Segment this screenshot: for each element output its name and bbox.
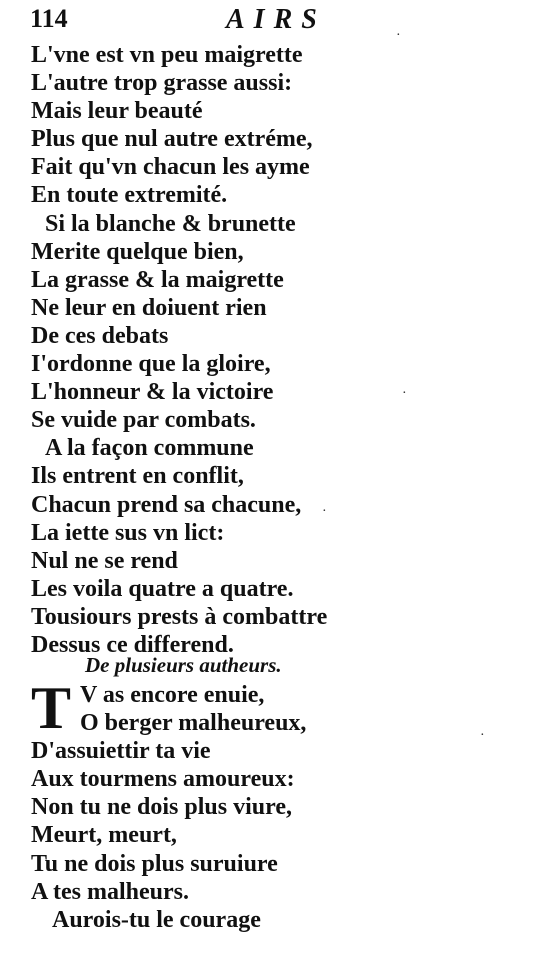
poem-line: De ces debats <box>31 322 169 349</box>
first-poem <box>0 41 560 659</box>
second-poem <box>0 675 560 934</box>
poem-line: La grasse & la maigrette <box>31 266 284 293</box>
poem-line: Les voila quatre a quatre. <box>31 575 294 602</box>
poem-line: Ne leur en doiuent rien <box>31 294 267 321</box>
stray-ink-mark: · <box>322 504 327 519</box>
stray-ink-mark: · <box>402 386 407 401</box>
poem-line: O berger malheureux, <box>80 710 307 737</box>
poem-line: Aux tourmens amoureux: <box>31 766 295 793</box>
poem-line: Tu ne dois plus suruiure <box>31 850 278 877</box>
poem-line: Dessus ce differend. <box>31 631 234 658</box>
poem-line: Chacun prend sa chacune, <box>31 491 302 518</box>
poem-line: Se vuide par combats. <box>31 407 256 434</box>
poem-line: A tes malheurs. <box>31 878 189 905</box>
drop-cap-letter: T <box>31 675 72 741</box>
second-poem-lines <box>0 709 560 934</box>
poem-line: Nul ne se rend <box>31 547 178 574</box>
poem-line: A la façon commune <box>45 435 254 462</box>
page-number: 114 <box>30 4 68 33</box>
poem-line: Plus que nul autre extréme, <box>31 126 313 153</box>
poem-line: L'vne est vn peu maigrette <box>31 42 303 68</box>
poem-line: Aurois-tu le courage <box>52 906 261 933</box>
poem-line: L'honneur & la victoire <box>31 379 274 406</box>
poem-line: Ils entrent en conflit, <box>31 463 244 490</box>
poem-line: Tousiours prests à combattre <box>31 603 328 630</box>
stray-ink-mark: · <box>480 728 485 743</box>
running-head: AIRS <box>226 4 326 35</box>
poem-line: V as encore enuie, <box>80 682 265 708</box>
poem-line: Non tu ne dois plus viure, <box>31 794 292 821</box>
poem-line: Meurt, meurt, <box>31 822 177 849</box>
poem-line: Si la blanche & brunette <box>45 210 296 237</box>
poem-line: La iette sus vn lict: <box>31 519 225 546</box>
poem-line: L'autre trop grasse aussi: <box>31 70 293 97</box>
poem-line: Mais leur beauté <box>31 98 203 125</box>
poem-line: Merite quelque bien, <box>31 238 244 265</box>
poem-line: I'ordonne que la gloire, <box>31 351 271 378</box>
page-header <box>30 4 350 40</box>
poem-line: En toute extremité. <box>31 182 228 209</box>
poem-line: D'assuiettir ta vie <box>31 738 211 765</box>
stray-ink-mark: · <box>396 28 401 43</box>
section-heading: De plusieurs autheurs. <box>85 653 282 677</box>
poem-line: Fait qu'vn chacun les ayme <box>31 154 310 181</box>
